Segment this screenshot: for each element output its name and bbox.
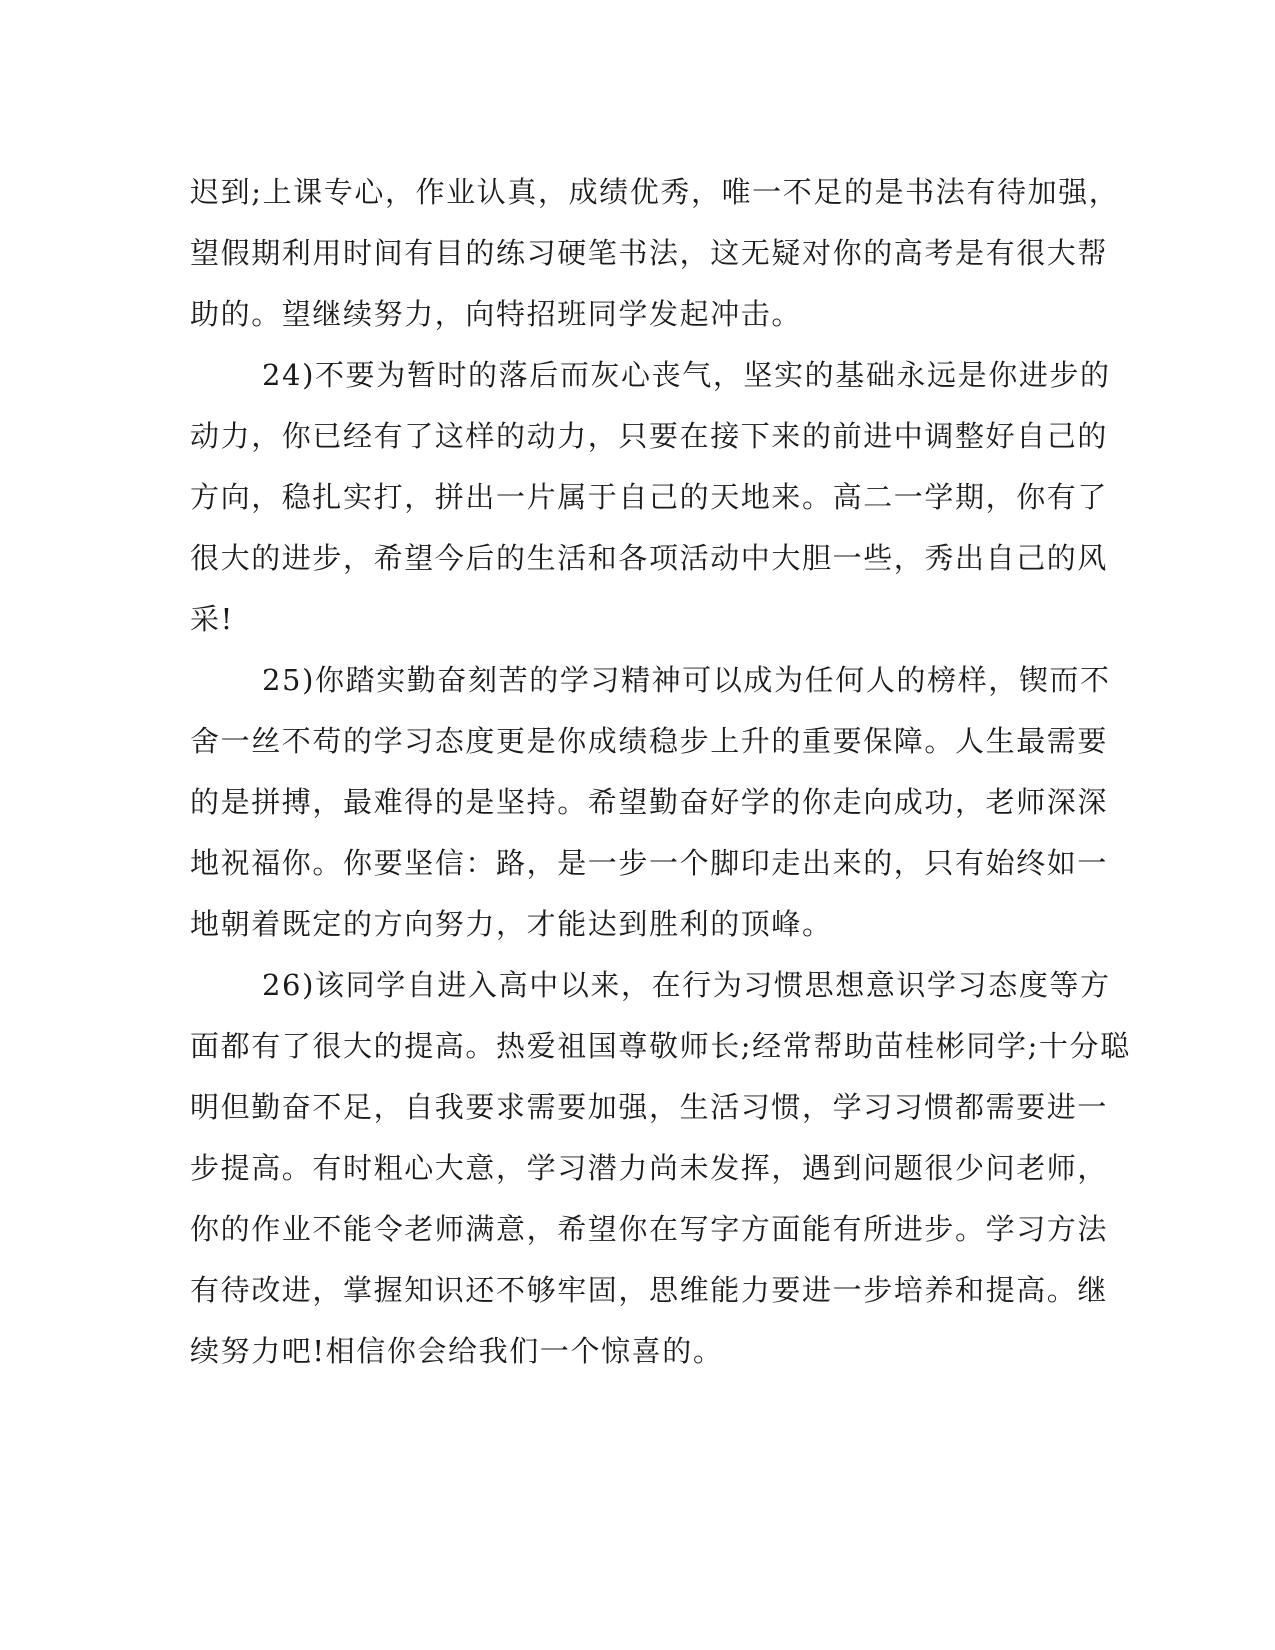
text-line: 24)不要为暂时的落后而灰心丧气，坚实的基础永远是你进步的	[262, 358, 1111, 392]
text-line: 望假期利用时间有目的练习硬笔书法，这无疑对你的高考是有很大帮	[190, 236, 1109, 270]
paragraph-24	[190, 345, 1111, 650]
document-body	[190, 162, 1131, 1382]
text-line: 有待改进，掌握知识还不够牢固，思维能力要进一步培养和提高。继	[190, 1273, 1109, 1307]
text-line: 地祝福你。你要坚信：路，是一步一个脚印走出来的，只有始终如一	[190, 846, 1109, 880]
text-line: 舍一丝不苟的学习态度更是你成绩稳步上升的重要保障。人生最需要	[190, 724, 1109, 758]
text-line: 方向，稳扎实打，拼出一片属于自己的天地来。高二一学期，你有了	[190, 480, 1109, 514]
text-line: 续努力吧!相信你会给我们一个惊喜的。	[190, 1334, 724, 1368]
text-line: 步提高。有时粗心大意，学习潜力尚未发挥，遇到问题很少问老师，	[190, 1151, 1109, 1185]
text-line: 明但勤奋不足，自我要求需要加强，生活习惯，学习习惯都需要进一	[190, 1090, 1109, 1124]
text-line: 助的。望继续努力，向特招班同学发起冲击。	[190, 297, 803, 331]
paragraph-23-continued	[190, 162, 1120, 345]
text-line: 地朝着既定的方向努力，才能达到胜利的顶峰。	[190, 907, 833, 941]
text-line: 面都有了很大的提高。热爱祖国尊敬师长;经常帮助苗桂彬同学;十分聪	[190, 1029, 1131, 1063]
text-line: 动力，你已经有了这样的动力，只要在接下来的前进中调整好自己的	[190, 419, 1109, 453]
text-line: 采!	[190, 602, 234, 636]
paragraph-26	[190, 955, 1131, 1382]
text-line: 的是拼搏，最难得的是坚持。希望勤奋好学的你走向成功，老师深深	[190, 785, 1109, 819]
text-line: 很大的进步，希望今后的生活和各项活动中大胆一些，秀出自己的风	[190, 541, 1109, 575]
text-line: 26)该同学自进入高中以来，在行为习惯思想意识学习态度等方	[262, 968, 1111, 1002]
paragraph-25	[190, 650, 1111, 955]
text-line: 25)你踏实勤奋刻苦的学习精神可以成为任何人的榜样，锲而不	[262, 663, 1111, 697]
text-line: 你的作业不能令老师满意，希望你在写字方面能有所进步。学习方法	[190, 1212, 1109, 1246]
text-line: 迟到;上课专心，作业认真，成绩优秀，唯一不足的是书法有待加强，	[190, 175, 1120, 209]
